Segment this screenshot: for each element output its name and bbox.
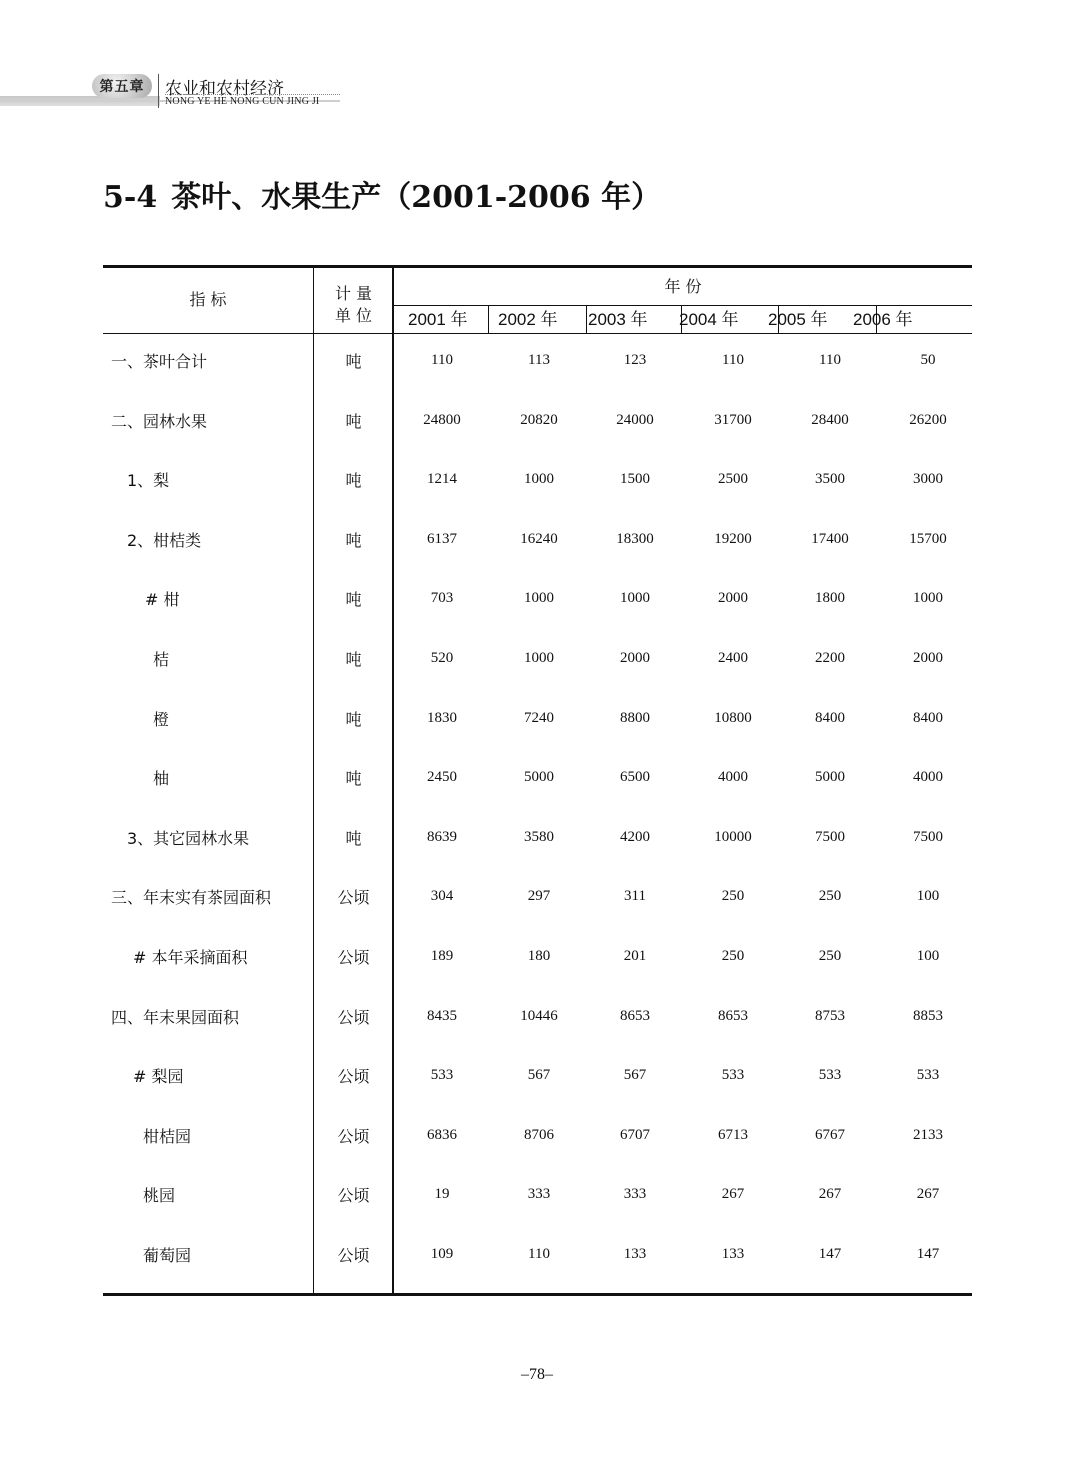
row-value: 110	[431, 352, 453, 368]
row-value: 6767	[815, 1127, 845, 1143]
year-header-2001: 2001 年	[408, 310, 468, 329]
row-value: 8400	[815, 710, 845, 726]
row-value: 2450	[427, 769, 457, 785]
row-value: 297	[527, 888, 551, 904]
unit-header-line2: 单 位	[334, 306, 373, 325]
year-header-2003: 2003 年	[588, 310, 648, 329]
row-value: 6707	[620, 1127, 650, 1143]
row-value: 26200	[909, 412, 947, 428]
row-indicator: 柑桔园	[143, 1127, 192, 1146]
row-value: 567	[527, 1067, 551, 1083]
row-indicator: 二、园林水果	[111, 412, 208, 431]
year-header-2002: 2002 年	[498, 310, 558, 329]
row-value: 3500	[815, 471, 845, 487]
table-number: 5-4	[103, 180, 158, 215]
row-value: 703	[430, 590, 454, 606]
row-unit: 吨	[345, 531, 362, 550]
chapter-badge: 第五章	[92, 74, 152, 98]
row-value: 250	[818, 888, 842, 904]
row-value: 8653	[718, 1008, 748, 1024]
row-indicator: 一、茶叶合计	[111, 352, 208, 371]
year-header-2006: 2006 年	[853, 310, 913, 329]
row-value: 1500	[620, 471, 650, 487]
year-group-header: 年 份	[664, 277, 702, 296]
row-value: 2400	[718, 650, 748, 666]
row-unit: 公顷	[337, 1186, 370, 1205]
header-separator	[158, 74, 159, 108]
row-value: 333	[527, 1186, 551, 1202]
row-value: 267	[818, 1186, 842, 1202]
row-value: 1830	[427, 710, 457, 726]
row-value: 147	[818, 1246, 842, 1262]
row-unit: 公顷	[337, 1246, 370, 1265]
header-dotted-rule	[165, 94, 340, 95]
row-value: 19200	[714, 531, 752, 547]
row-value: 2000	[620, 650, 650, 666]
row-value: 28400	[811, 412, 849, 428]
row-value: 2200	[815, 650, 845, 666]
row-value: 100	[916, 888, 940, 904]
row-value: 110	[819, 352, 841, 368]
row-value: 304	[430, 888, 454, 904]
row-value: 7500	[913, 829, 943, 845]
row-indicator: 1、梨	[127, 471, 170, 490]
row-indicator: # 柑	[145, 590, 180, 609]
row-unit: 吨	[345, 590, 362, 609]
unit-col-right-rule	[392, 265, 394, 1295]
row-value: 8653	[620, 1008, 650, 1024]
row-value: 4000	[718, 769, 748, 785]
unit-col-left-rule	[313, 265, 314, 1295]
row-value: 311	[624, 888, 646, 904]
row-value: 8639	[427, 829, 457, 845]
row-value: 2000	[913, 650, 943, 666]
row-value: 5000	[815, 769, 845, 785]
row-value: 133	[721, 1246, 745, 1262]
year-group-rule	[393, 305, 972, 306]
row-indicator: 三、年末实有茶园面积	[111, 888, 272, 907]
row-value: 8435	[427, 1008, 457, 1024]
table-title: 茶叶、水果生产（2001-2006 年）	[171, 180, 662, 215]
row-value: 1000	[524, 590, 554, 606]
row-value: 109	[430, 1246, 454, 1262]
row-indicator: # 梨园	[133, 1067, 184, 1086]
row-unit: 公顷	[337, 888, 370, 907]
row-value: 533	[916, 1067, 940, 1083]
row-value: 100	[916, 948, 940, 964]
row-value: 333	[623, 1186, 647, 1202]
row-value: 7500	[815, 829, 845, 845]
row-value: 2133	[913, 1127, 943, 1143]
row-value: 110	[528, 1246, 550, 1262]
row-unit: 吨	[345, 710, 362, 729]
row-indicator: 桔	[153, 650, 170, 669]
row-indicator: 柚	[153, 769, 170, 788]
row-value: 113	[528, 352, 550, 368]
row-value: 24800	[423, 412, 461, 428]
row-value: 4200	[620, 829, 650, 845]
row-value: 520	[430, 650, 454, 666]
row-value: 24000	[616, 412, 654, 428]
row-value: 6836	[427, 1127, 457, 1143]
row-value: 250	[721, 948, 745, 964]
section-pinyin: NONG YE HE NONG CUN JING JI	[165, 96, 320, 107]
row-unit: 吨	[345, 352, 362, 371]
table-bottom-rule	[103, 1293, 972, 1296]
row-value: 17400	[811, 531, 849, 547]
row-value: 31700	[714, 412, 752, 428]
row-value: 15700	[909, 531, 947, 547]
row-value: 567	[623, 1067, 647, 1083]
row-value: 8400	[913, 710, 943, 726]
row-value: 2500	[718, 471, 748, 487]
row-value: 201	[623, 948, 647, 964]
row-value: 6137	[427, 531, 457, 547]
row-value: 110	[722, 352, 744, 368]
row-unit: 吨	[345, 769, 362, 788]
table-top-rule	[103, 265, 972, 268]
row-value: 3000	[913, 471, 943, 487]
row-value: 8753	[815, 1008, 845, 1024]
row-indicator: # 本年采摘面积	[133, 948, 248, 967]
section-title: 农业和农村经济	[165, 79, 284, 99]
row-unit: 吨	[345, 471, 362, 490]
row-value: 16240	[520, 531, 558, 547]
row-value: 189	[430, 948, 454, 964]
row-value: 8853	[913, 1008, 943, 1024]
row-value: 1214	[427, 471, 457, 487]
page-title	[103, 172, 661, 216]
row-value: 1000	[524, 471, 554, 487]
year-header-2005: 2005 年	[768, 310, 828, 329]
row-value: 123	[623, 352, 647, 368]
row-indicator: 橙	[153, 710, 170, 729]
row-value: 4000	[913, 769, 943, 785]
row-value: 533	[721, 1067, 745, 1083]
page-number: –78–	[521, 1366, 553, 1383]
row-value: 8706	[524, 1127, 554, 1143]
row-value: 1000	[913, 590, 943, 606]
header-bottom-rule	[103, 333, 972, 334]
row-value: 18300	[616, 531, 654, 547]
row-indicator: 2、柑桔类	[127, 531, 202, 550]
row-value: 180	[527, 948, 551, 964]
row-value: 10446	[520, 1008, 558, 1024]
row-value: 267	[916, 1186, 940, 1202]
row-value: 6500	[620, 769, 650, 785]
row-indicator: 桃园	[143, 1186, 176, 1205]
row-value: 1000	[524, 650, 554, 666]
row-value: 2000	[718, 590, 748, 606]
data-table	[103, 265, 972, 1296]
row-value: 1800	[815, 590, 845, 606]
row-value: 3580	[524, 829, 554, 845]
year-header-2004: 2004 年	[679, 310, 739, 329]
row-value: 19	[434, 1186, 450, 1202]
row-value: 8800	[620, 710, 650, 726]
row-value: 147	[916, 1246, 940, 1262]
row-unit: 公顷	[337, 1067, 370, 1086]
row-unit: 公顷	[337, 948, 370, 967]
row-value: 250	[818, 948, 842, 964]
row-value: 5000	[524, 769, 554, 785]
row-unit: 吨	[345, 829, 362, 848]
row-unit: 公顷	[337, 1008, 370, 1027]
row-value: 250	[721, 888, 745, 904]
row-indicator: 四、年末果园面积	[111, 1008, 240, 1027]
row-value: 6713	[718, 1127, 748, 1143]
row-value: 10000	[714, 829, 752, 845]
row-value: 50	[920, 352, 936, 368]
row-unit: 吨	[345, 412, 362, 431]
year-divider-2003	[586, 305, 587, 333]
row-value: 133	[623, 1246, 647, 1262]
row-value: 533	[430, 1067, 454, 1083]
row-indicator: 3、其它园林水果	[127, 829, 250, 848]
indicator-header: 指 标	[189, 290, 227, 309]
row-value: 533	[818, 1067, 842, 1083]
row-indicator: 葡萄园	[143, 1246, 192, 1265]
row-unit: 公顷	[337, 1127, 370, 1146]
year-divider-2002	[488, 305, 489, 333]
row-value: 20820	[520, 412, 558, 428]
row-value: 1000	[620, 590, 650, 606]
unit-header-line1: 计 量	[334, 284, 373, 303]
row-value: 10800	[714, 710, 752, 726]
row-value: 267	[721, 1186, 745, 1202]
row-value: 7240	[524, 710, 554, 726]
row-unit: 吨	[345, 650, 362, 669]
